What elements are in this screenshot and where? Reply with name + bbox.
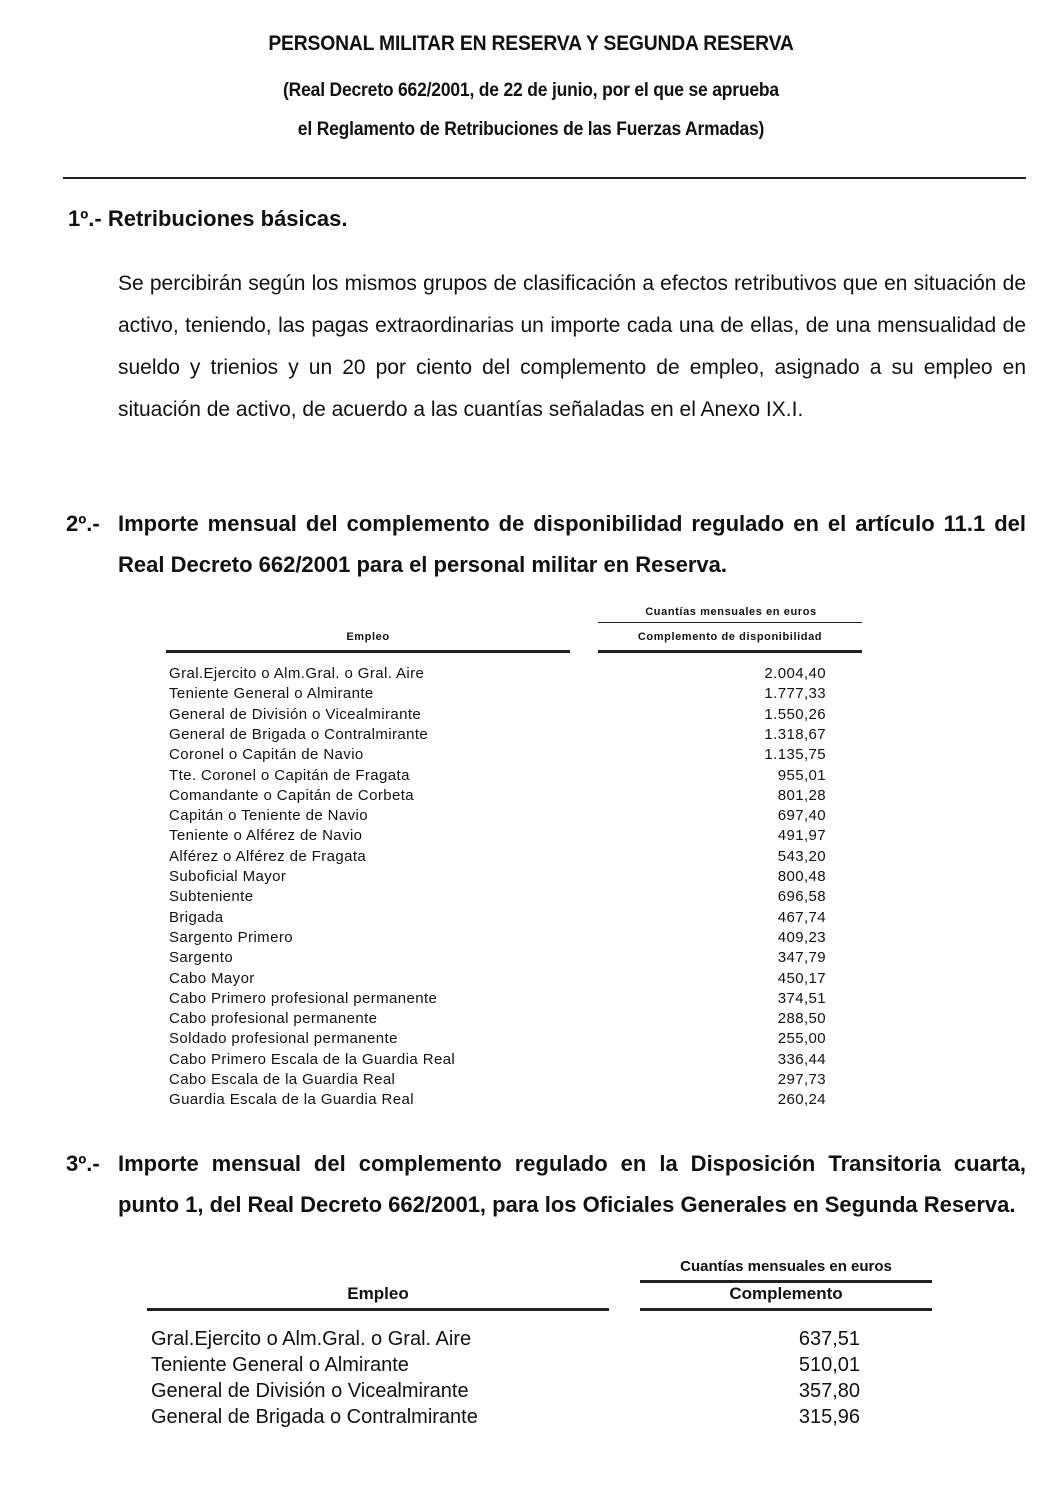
table1-cell-empleo: Cabo Escala de la Guardia Real [169, 1071, 396, 1088]
table1-cell-empleo: Soldado profesional permanente [169, 1030, 398, 1048]
table1-row [0, 745, 1062, 765]
table1-row [0, 786, 1062, 806]
table1-row [0, 887, 1062, 907]
table1-row [0, 705, 1062, 725]
table1-cell-empleo: General de División o Vicealmirante [169, 705, 422, 723]
table1-row [0, 847, 1062, 867]
table1-cell-empleo: Gral.Ejercito o Alm.Gral. o Gral. Aire [169, 665, 425, 682]
table1-row [0, 867, 1062, 887]
table2-row [0, 1378, 1062, 1404]
table1-cell-empleo: Teniente General o Almirante [169, 685, 374, 703]
table2-cell-value: 510,01 [798, 1354, 860, 1376]
section1-body: Se percibirán según los mismos grupos de clasificación a efectos retributivos que en situación de activo, teniendo, las pagas extraordinarias un importe cada una de ellas, de una mensualidad de sueldo y trienios y un 20 por ciento del complemento de empleo, asignado a su empleo en situación de activo, de acuerdo a las cuantías señaladas en el Anexo IX.I. [118, 272, 1026, 421]
table1-cell-value: 255,00 [777, 1030, 826, 1048]
table1-cell-empleo: Cabo Primero Escala de la Guardia Real [169, 1050, 456, 1068]
table1-header-rule-value [598, 650, 862, 653]
table1-row [0, 1050, 1062, 1070]
table2-cell-value: 315,96 [798, 1406, 860, 1428]
table1-cell-empleo: Brigada [169, 908, 224, 926]
table1-cell-value: 374,51 [777, 989, 826, 1007]
section2-number: 2º.- [66, 511, 100, 536]
table1-row [0, 684, 1062, 704]
table1-row [0, 1090, 1062, 1110]
table1-row [0, 1009, 1062, 1029]
document-title: PERSONAL MILITAR EN RESERVA Y SEGUNDA RESERVA [268, 32, 794, 55]
table1-row [0, 948, 1062, 968]
table2-header-rule-empleo [147, 1308, 609, 1311]
table1-cell-value: 2.004,40 [764, 665, 826, 682]
section1-heading: 1º.- Retribuciones básicas. [68, 206, 348, 231]
table1-cell-empleo: Comandante o Capitán de Corbeta [169, 786, 415, 804]
table1-cell-value: 450,17 [777, 969, 826, 987]
table1-row [0, 1070, 1062, 1090]
table2-caption-rule [640, 1280, 932, 1283]
table1-row [0, 826, 1062, 846]
table1-header-rule-empleo [166, 650, 570, 653]
table2-header-empleo: Empleo [347, 1284, 409, 1303]
table1-row [0, 969, 1062, 989]
table1-cell-value: 696,58 [777, 888, 826, 906]
table1-cell-value: 467,74 [777, 908, 826, 926]
table1-cell-empleo: Suboficial Mayor [169, 868, 287, 885]
table1-row [0, 766, 1062, 786]
table1-cell-empleo: Sargento Primero [169, 928, 293, 946]
table1-cell-value: 801,28 [777, 786, 826, 804]
document-subtitle-line1: (Real Decreto 662/2001, de 22 de junio, por el que se aprueba [283, 80, 779, 101]
table1-cell-empleo: Guardia Escala de la Guardia Real [169, 1091, 414, 1109]
section3-heading: Importe mensual del complemento regulado en la Disposición Transitoria cuarta, punto 1, del Real Decreto 662/2001, para los Oficiales Generales en Segunda Reserva. [118, 1151, 1026, 1217]
table2-row [0, 1326, 1062, 1352]
table1-cell-value: 297,73 [777, 1071, 826, 1088]
table1-row [0, 664, 1062, 684]
table1-cell-value: 491,97 [777, 827, 826, 845]
table1-cell-value: 543,20 [777, 847, 826, 865]
section3-number: 3º.- [66, 1151, 100, 1176]
table2-header-rule-value [640, 1308, 932, 1311]
table1-caption-rule [598, 622, 862, 623]
table1-cell-empleo: Subteniente [169, 888, 254, 906]
table2-cell-empleo: Teniente General o Almirante [151, 1354, 409, 1376]
table2-group-caption: Cuantías mensuales en euros [680, 1258, 892, 1275]
table1-cell-empleo: Tte. Coronel o Capitán de Fragata [169, 766, 410, 784]
table1-cell-value: 1.777,33 [764, 685, 826, 703]
table1-cell-value: 336,44 [777, 1050, 826, 1068]
table1-row [0, 725, 1062, 745]
table1-cell-value: 409,23 [777, 928, 826, 946]
table1-row [0, 1029, 1062, 1049]
table1-row [0, 806, 1062, 826]
table1-cell-value: 1.135,75 [764, 746, 826, 764]
table2-row [0, 1404, 1062, 1430]
document-subtitle-line2: el Reglamento de Retribuciones de las Fuerzas Armadas) [297, 119, 765, 140]
table1-cell-value: 1.318,67 [764, 725, 826, 743]
table1-header-empleo: Empleo [346, 631, 390, 643]
table2-cell-empleo: Gral.Ejercito o Alm.Gral. o Gral. Aire [151, 1328, 472, 1350]
table1-cell-empleo: Alférez o Alférez de Fragata [169, 847, 367, 865]
table1-cell-empleo: Cabo Mayor [169, 969, 255, 987]
header-divider [63, 177, 1026, 179]
table1-cell-empleo: Cabo profesional permanente [169, 1010, 378, 1028]
table2-header-value: Complemento [729, 1284, 843, 1303]
table1-cell-empleo: Coronel o Capitán de Navio [169, 746, 364, 764]
table1-header-value: Complemento de disponibilidad [637, 631, 823, 643]
table1-cell-value: 288,50 [777, 1010, 826, 1028]
table1-cell-value: 347,79 [777, 949, 826, 967]
table1-row [0, 928, 1062, 948]
table1-cell-value: 1.550,26 [764, 705, 826, 723]
table2-cell-empleo: General de División o Vicealmirante [151, 1380, 469, 1402]
table1-cell-empleo: General de Brigada o Contralmirante [169, 725, 429, 743]
table1-cell-value: 800,48 [777, 868, 826, 885]
table1-cell-value: 697,40 [777, 807, 826, 825]
table2-cell-value: 637,51 [798, 1328, 860, 1350]
table1-cell-empleo: Teniente o Alférez de Navio [169, 827, 363, 845]
table2-row [0, 1352, 1062, 1378]
table1-row [0, 989, 1062, 1009]
table1-cell-empleo: Sargento [169, 949, 234, 967]
table1-cell-empleo: Capitán o Teniente de Navio [169, 807, 368, 825]
table1-cell-value: 260,24 [777, 1091, 826, 1109]
table2-cell-value: 357,80 [798, 1380, 860, 1402]
table1-row [0, 908, 1062, 928]
table1-cell-value: 955,01 [777, 766, 826, 784]
section2-heading: Importe mensual del complemento de disponibilidad regulado en el artículo 11.1 del Real Decreto 662/2001 para el personal militar en Reserva. [118, 511, 1026, 577]
table1-group-caption: Cuantías mensuales en euros [645, 606, 817, 618]
table2-cell-empleo: General de Brigada o Contralmirante [151, 1406, 478, 1428]
table1-cell-empleo: Cabo Primero profesional permanente [169, 989, 438, 1007]
